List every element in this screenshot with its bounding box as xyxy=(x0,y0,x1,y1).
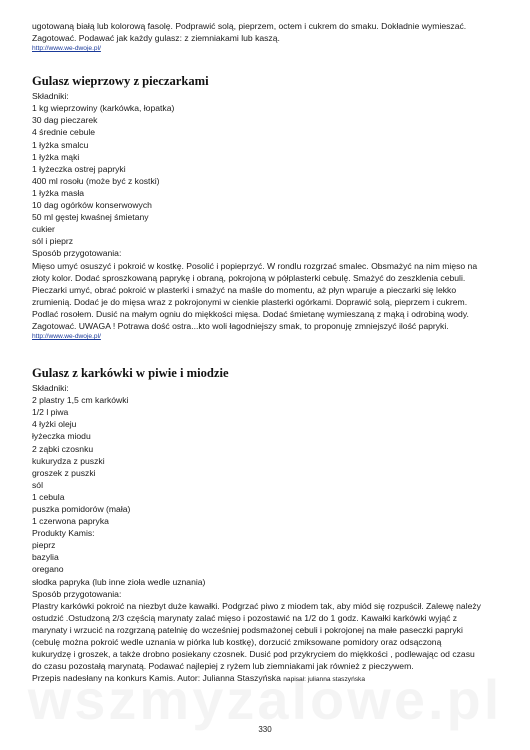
method-line: Pieczarki umyć, obrać pokroić w plasterki i smażyć na maśle do momentu, aż płyn wparuje a pieczarki się lekko xyxy=(32,284,457,295)
method-line: Zagotować. UWAGA ! Potrawa dość ostra...kto woli łagodniejszy smak, to proponuję zmniejszyć ilość papryki. xyxy=(32,320,449,331)
method-line: (cebulę można pokroić wedle uznania w piórka lub kostkę), dorzucić zmiksowane pomidory oraz odsączoną xyxy=(32,637,442,648)
ingredient-item: bazylia xyxy=(32,552,59,563)
method-text xyxy=(32,260,502,333)
method-header: Sposób przygotowania: xyxy=(32,588,122,599)
intro-line: ugotowaną białą lub kolorową fasolę. Podprawić solą, pieprzem, octem i cukrem do smaku. Dokładnie wymieszać. xyxy=(32,21,467,31)
credit-main: Przepis nadesłany na konkurs Kamis. Autor: Julianna Staszyńska xyxy=(32,673,281,684)
ingredient-item: 400 ml rosołu (może być z kostki) xyxy=(32,175,160,186)
source-link[interactable]: http://www.we-dwoje.pl/ xyxy=(32,45,101,53)
ingredient-item: groszek z puszki xyxy=(32,467,96,478)
ingredients-header: Składniki: xyxy=(32,383,69,394)
ingredient-item: oregano xyxy=(32,564,64,575)
recipe-title: Gulasz z karkówki w piwie i miodzie xyxy=(32,366,229,381)
ingredient-item: 1 kg wieprzowiny (karkówka, łopatka) xyxy=(32,103,175,114)
method-line: ostudzić .Ostudzoną 2/3 częścią marynaty zalać mięso i pozostawić na 1/2 do 1 godz. Kawałki karkówki wyjąć z xyxy=(32,612,458,623)
recipe-credit xyxy=(32,672,502,686)
ingredient-item: sól xyxy=(32,479,43,490)
ingredient-item: 1 cebula xyxy=(32,491,65,502)
ingredient-item: 30 dag pieczarek xyxy=(32,115,98,126)
method-text xyxy=(32,600,502,673)
ingredient-item: puszka pomidorów (mała) xyxy=(32,504,131,514)
ingredient-item: pieprz xyxy=(32,540,56,551)
ingredient-list xyxy=(32,102,502,247)
credit-author-note: napisał: julianna staszyńska xyxy=(283,676,366,684)
method-line: do czasu pozostałą marynatą. Podawać najlepiej z ryżem lub ziemniakami jak również z pieczywem. xyxy=(32,661,414,672)
ingredient-item: słodka papryka (lub inne zioła wedle uznania) xyxy=(32,576,206,587)
ingredient-item: 1/2 l piwa xyxy=(32,407,69,418)
method-line: Plastry karkówki pokroić na niezbyt duże kawałki. Podgrzać piwo z miodem tak, aby miód się rozpuścił. Zalewę należy xyxy=(32,600,481,611)
page-number: 330 xyxy=(258,725,272,734)
ingredient-item: 1 łyżka masła xyxy=(32,187,85,198)
ingredient-item: cukier xyxy=(32,224,55,235)
ingredient-item: 2 plastry 1,5 cm karkówki xyxy=(32,395,129,406)
ingredient-item: 1 czerwona papryka xyxy=(32,516,109,527)
ingredient-item: 10 dag ogórków konserwowych xyxy=(32,200,152,211)
ingredient-item: 4 łyżki oleju xyxy=(32,419,77,430)
ingredient-item: Produkty Kamis: xyxy=(32,528,95,539)
method-line: kukurydzę i groszek, a także drobno posiekany czosnek. Dusić pod przykryciem do miękkości , podlewając od czasu xyxy=(32,649,475,660)
ingredient-item: 1 łyżeczka ostrej papryki xyxy=(32,163,126,174)
recipe-title: Gulasz wieprzowy z pieczarkami xyxy=(32,74,209,89)
ingredient-item: 1 łyżka smalcu xyxy=(32,139,89,150)
intro-line: Zagotować. Podawać jak każdy gulasz: z ziemniakami lub kaszą. xyxy=(32,33,280,44)
method-line: marynaty i wrzucić na rozgrzaną patelnię do wcześniej podsmażonej cebuli i pokrojonej na małe paseczki papryki xyxy=(32,624,463,635)
ingredients-header: Składniki: xyxy=(32,91,69,102)
method-line: Mięso umyć osuszyć i pokroić w kostkę. Posolić i popieprzyć. W rondlu rozgrzać smalec. Obsmażyć na nim mięso na xyxy=(32,260,478,271)
ingredient-item: 2 ząbki czosnku xyxy=(32,443,94,454)
ingredient-item: 4 średnie cebule xyxy=(32,127,96,138)
document-page xyxy=(32,20,502,686)
method-line: Podlać rosołem. Dusić na małym ogniu do miękkości mięsa. Dodać śmietanę wymieszaną z mąką i odrobiną wody. xyxy=(32,308,469,319)
recipe-pork-neck-beer-honey xyxy=(32,365,502,686)
source-link[interactable]: http://www.we-dwoje.pl/ xyxy=(32,333,101,341)
method-line: złoty kolor. Dodać sproszkowaną paprykę i obraną, pokrojoną w półplasterki cebulę. Smażyć do zeszklenia cebuli. xyxy=(32,272,466,283)
intro-section xyxy=(32,20,502,54)
method-line: zrumienią. Dodać je do mięsa wraz z pokrojonymi w cienkie plasterki ogórkami. Doprawić solą, pieprzem i cukrem. xyxy=(32,296,468,307)
ingredient-item: 50 ml gęstej kwaśnej śmietany xyxy=(32,212,149,223)
recipe-pork-goulash xyxy=(32,73,502,342)
ingredient-list xyxy=(32,394,502,588)
ingredient-item: łyżeczka miodu xyxy=(32,431,91,442)
method-header: Sposób przygotowania: xyxy=(32,248,122,259)
ingredient-item: kukurydza z puszki xyxy=(32,455,105,466)
ingredient-item: 1 łyżka mąki xyxy=(32,151,80,162)
ingredient-item: sól i pieprz xyxy=(32,236,74,247)
